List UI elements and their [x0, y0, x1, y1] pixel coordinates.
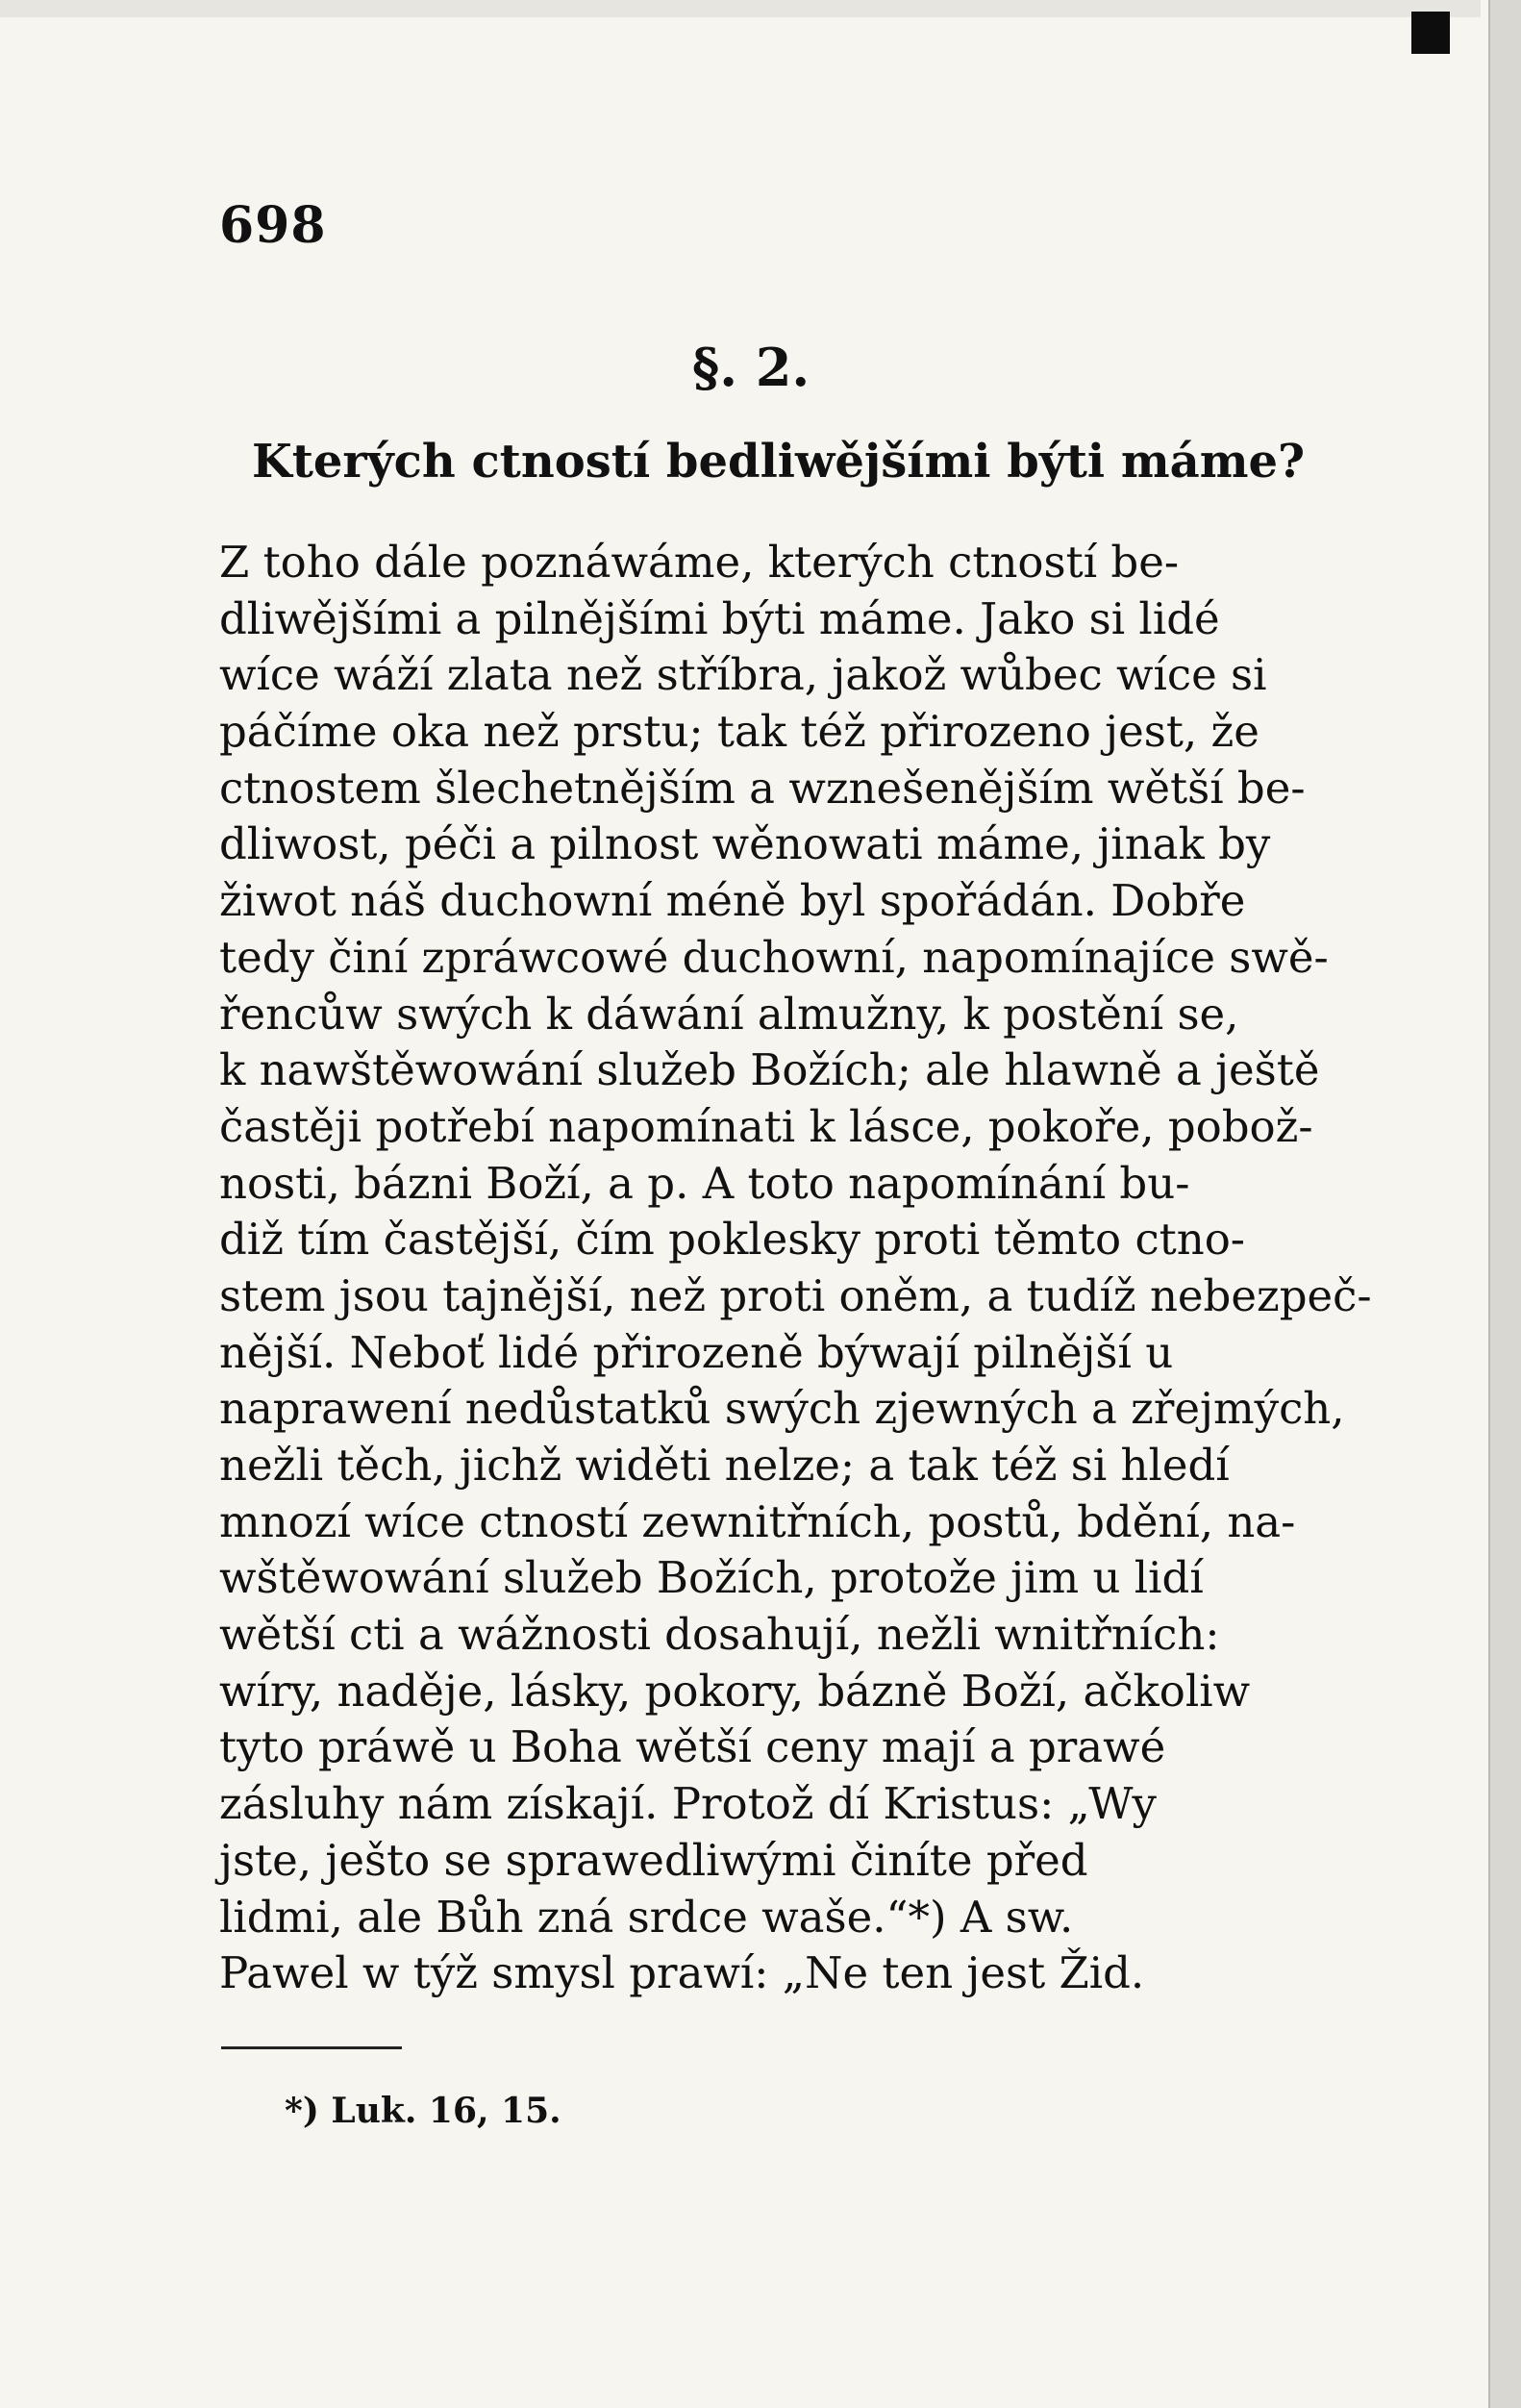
text-line: řencůw swých k dáwání almužny, k postění se,: [219, 988, 1239, 1040]
text-line: k nawštěwowání služeb Božích; ale hlawně a ještě: [219, 1044, 1320, 1096]
scan-corner-mark: [1411, 12, 1450, 54]
footnote-divider: [221, 2046, 402, 2049]
section-heading: Kterých ctností bedliwějšími býti máme?: [252, 435, 1306, 489]
footnote: *) Luk. 16, 15.: [285, 2091, 561, 2131]
text-line: tyto práwě u Boha wětší ceny mají a prawé: [219, 1721, 1166, 1773]
text-line: jste, ješto se sprawedliwými činíte před: [219, 1834, 1088, 1886]
body-text: [219, 535, 1372, 2002]
text-line: stem jsou tajnější, než proti oněm, a tudíž nebezpeč-: [219, 1269, 1372, 1321]
text-line: Z toho dále poznáwáme, kterých ctností be-: [219, 537, 1180, 588]
page-binding-edge: [1488, 0, 1521, 2408]
text-line: dliwějšími a pilnějšími býti máme. Jako si lidé: [219, 592, 1220, 644]
text-line: wětší cti a wážnosti dosahují, nežli wnitřních:: [219, 1609, 1220, 1661]
section-number: §. 2.: [692, 337, 810, 398]
text-line: tedy činí zpráwcowé duchowní, napomínajíce swě-: [219, 931, 1329, 983]
text-line: zásluhy nám získají. Protož dí Kristus: „Wy: [219, 1778, 1157, 1830]
text-line: nežli těch, jichž widěti nelze; a tak též si hledí: [219, 1440, 1230, 1491]
text-line: dliwost, péči a pilnost wěnowati máme, jinak by: [219, 818, 1271, 870]
text-line: wíce wáží zlata než stříbra, jakož wůbec wíce si: [219, 649, 1267, 701]
text-line: naprawení nedůstatků swých zjewných a zřejmých,: [219, 1383, 1345, 1435]
page-number: 698: [219, 196, 327, 255]
text-line: wíry, naděje, lásky, pokory, bázně Boží, ačkoliw: [219, 1665, 1251, 1717]
text-line: častěji potřebí napomínati k lásce, pokoře, pobož-: [219, 1100, 1313, 1152]
text-line: nosti, bázni Boží, a p. A toto napomínání bu-: [219, 1157, 1190, 1209]
text-line: ctnostem šlechetnějším a wznešenějším wětší be-: [219, 762, 1306, 814]
text-line: páčíme oka než prstu; tak též přirozeno jest, že: [219, 706, 1259, 758]
text-line: Pawel w týž smysl prawí: „Ne ten jest Žid.: [219, 1947, 1145, 1999]
text-line: diž tím častější, čím poklesky proti těmto ctno-: [219, 1214, 1246, 1266]
text-line: mnozí wíce ctností zewnitřních, postů, bdění, na-: [219, 1495, 1296, 1547]
text-line: wštěwowání služeb Božích, protože jim u lidí: [219, 1552, 1204, 1604]
page-top-edge: [0, 0, 1481, 17]
text-line: žiwot náš duchowní méně byl spořádán. Dobře: [219, 875, 1246, 927]
text-line: lidmi, ale Bůh zná srdce waše.“*) A sw.: [219, 1891, 1074, 1943]
text-line: nější. Neboť lidé přirozeně býwají pilnější u: [219, 1326, 1174, 1378]
